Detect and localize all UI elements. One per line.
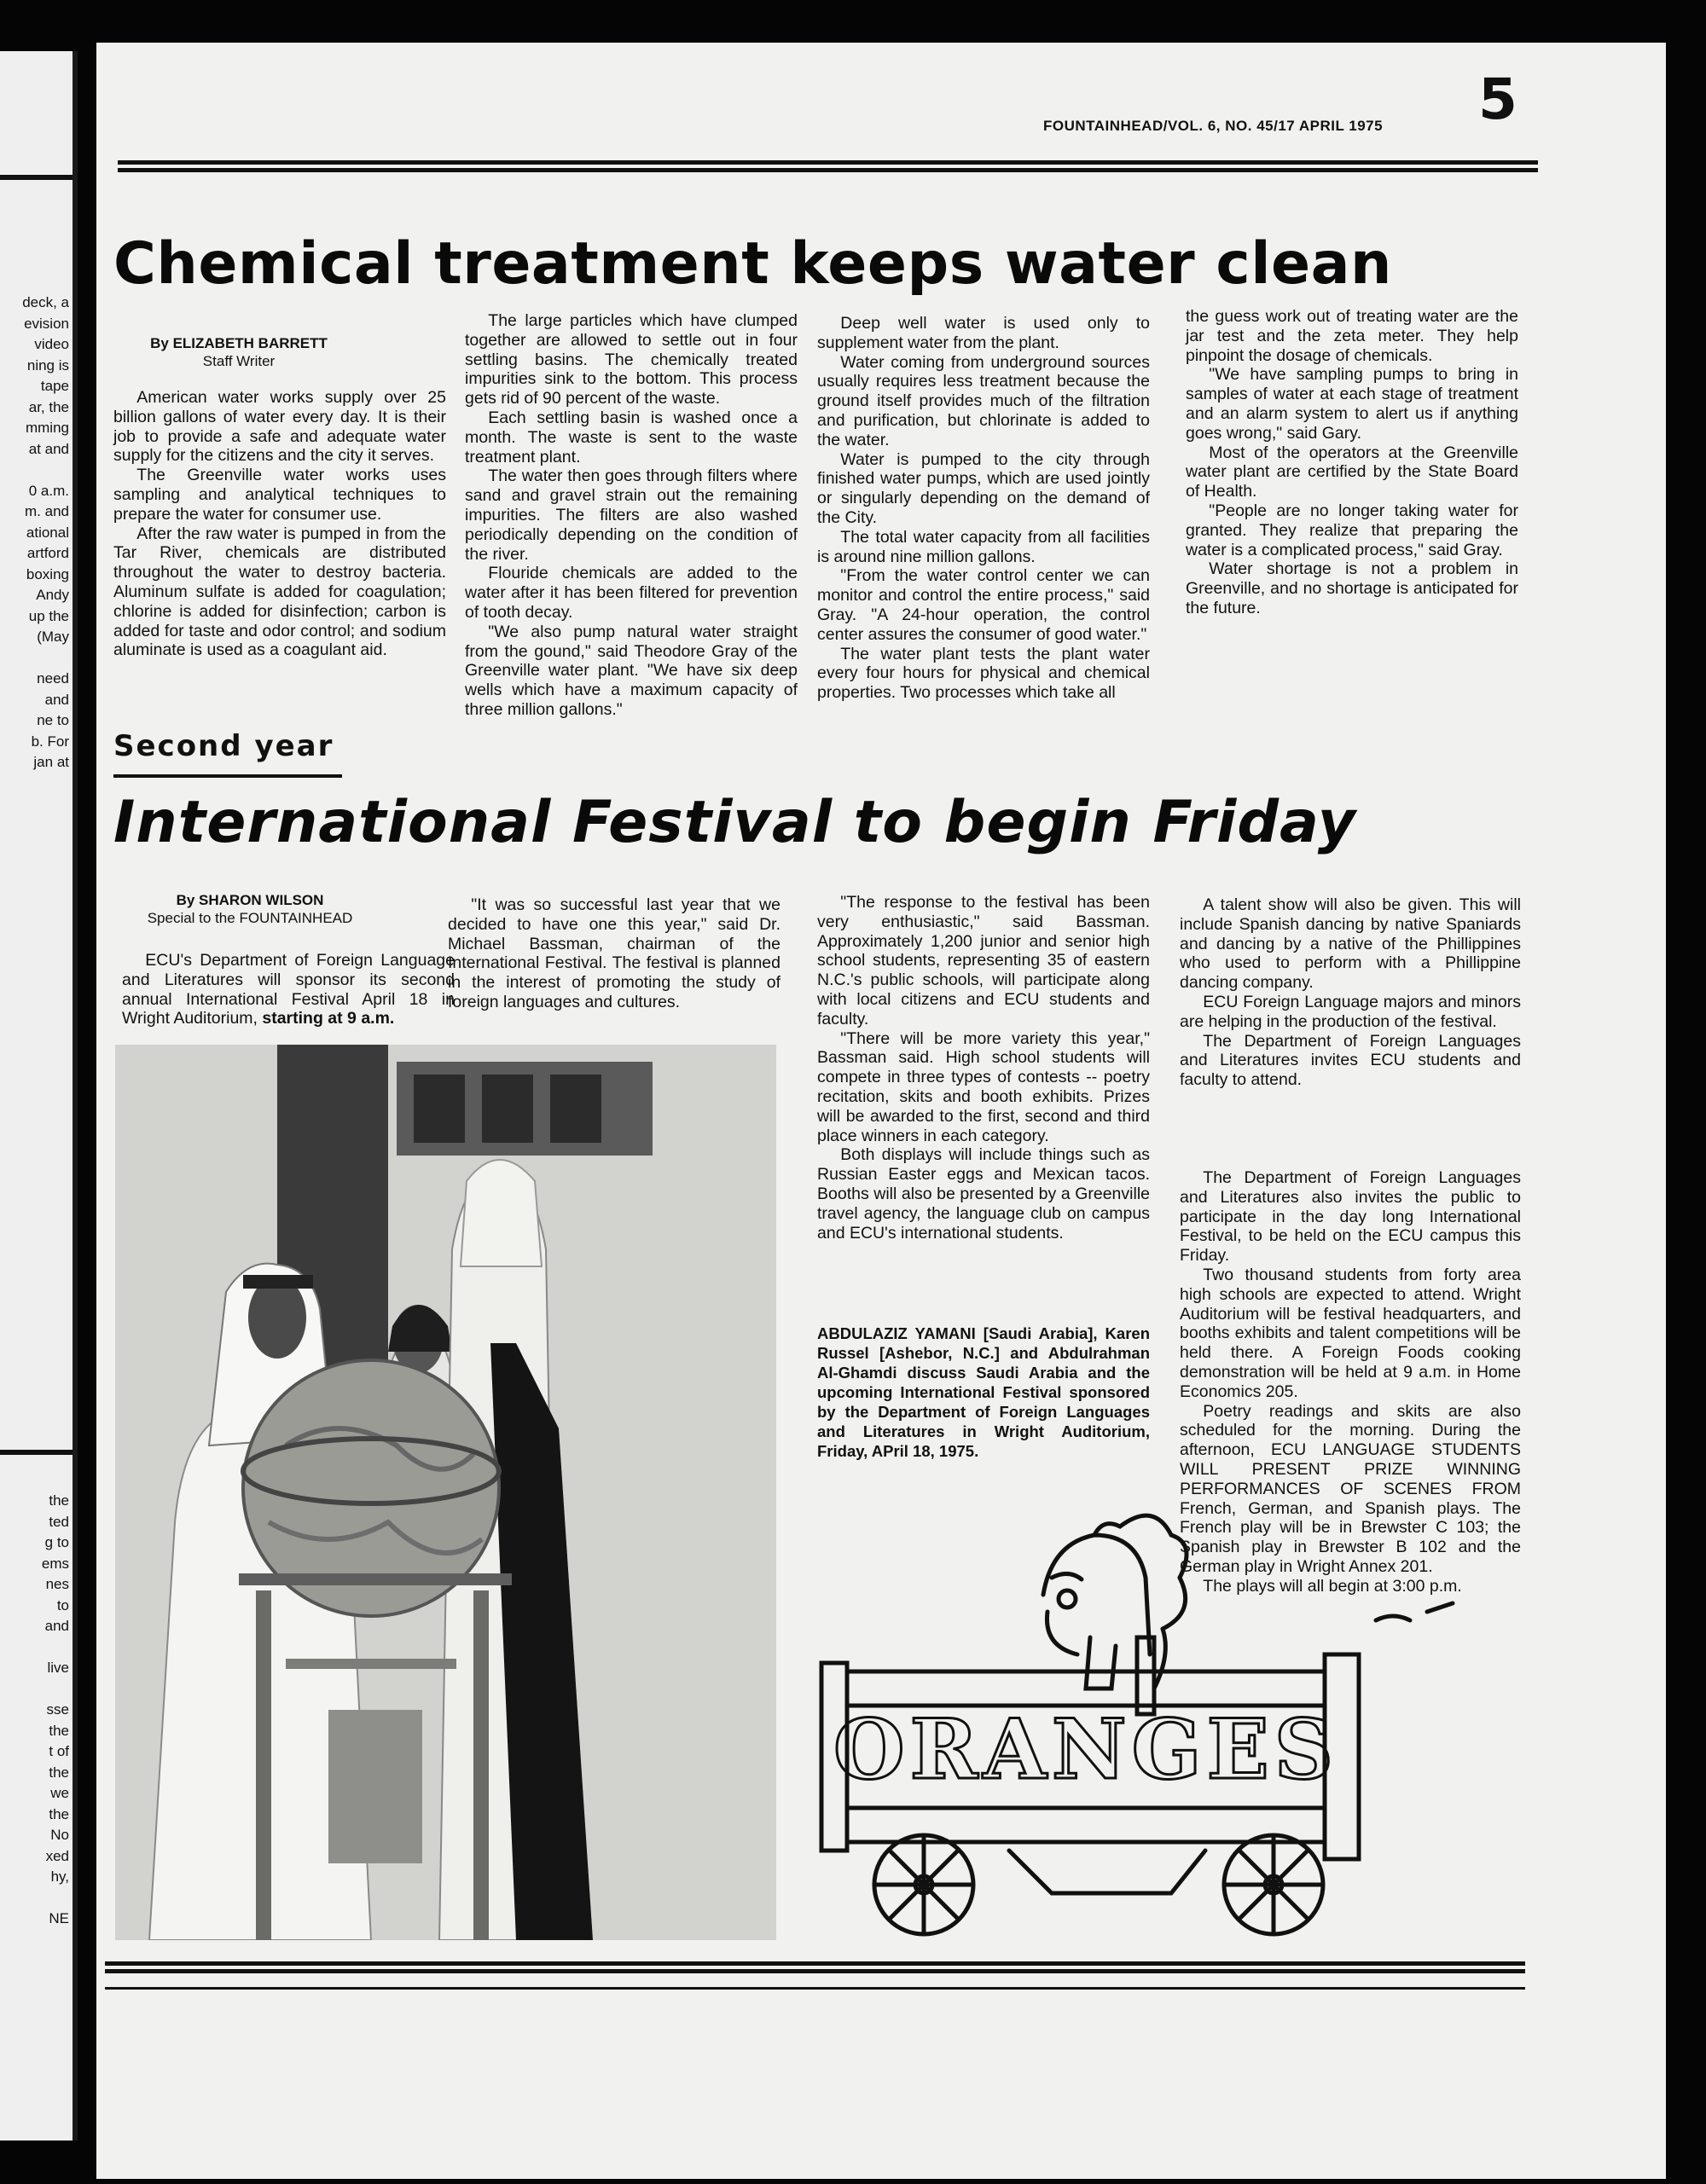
left-page-text-fragment: Andy [36,587,69,603]
paragraph: Water shortage is not a problem in Greenville, and no shortage is anticipated for the future. [1186,559,1518,617]
article2-column-2 [448,895,780,1012]
left-page-text-fragment: ning is [26,356,69,374]
paragraph: The water plant tests the plant water every four hours for physical and chemical properties. Two processes which take all [817,644,1150,703]
article2-byline [143,891,357,927]
cartoon-drawing [796,1484,1538,1961]
festival-photo [115,1045,776,1940]
left-page-text-fragment: tape [40,378,69,394]
left-page-text-fragment: ational [26,524,69,541]
paragraph: The large particles which have clumped together are allowed to settle out in four settling basins. The chemically treated impurities sink to the bottom. This process gets rid of 90 percent of the waste. [465,311,798,408]
left-page-text-fragment: evision [24,315,69,332]
paragraph: American water works supply over 25 billion gallons of water every day. It is their job to provide a safe and adequate water supply for the citizens and the city it serves. [113,388,446,466]
paragraph: Water is pumped to the city through finished water pumps, which are used jointly or singularly depending on the demand of the City. [817,449,1150,527]
left-page-strip [0,51,78,2141]
paragraph: the guess work out of treating water are the jar test and the zeta meter. They help pinpoint the dosage of chemicals. [1186,307,1518,365]
newspaper-page [96,43,1666,2179]
byline-role: Staff Writer [202,353,276,369]
left-page-text-fragment: and [44,1618,69,1634]
left-page-text-fragment: up the [28,607,69,624]
left-page-text-fragment: xed [45,1847,69,1864]
paragraph: "We have sampling pumps to bring in samples of water at each stage of treatment and an alarm system to alert us if anything goes wrong," said Gary. [1186,365,1518,443]
top-rule [118,160,1538,172]
paragraph: Flouride chemicals are added to the water after it has been filtered for prevention of tooth decay. [465,564,798,622]
paragraph: The water then goes through filters where sand and gravel strain out the remaining impurities. The filters are also washed periodically depending on the condition of the river. [465,466,798,564]
article2-column-1 [122,951,455,1028]
left-page-text-fragment: No [50,1827,69,1843]
left-page-text-fragment: and [44,691,69,708]
paragraph: The plays will all begin at 3:00 p.m. [1203,1576,1462,1596]
article2-kicker: Second year [113,729,334,763]
left-page-text-fragment: we [50,1785,69,1801]
paragraph: Both displays will include things such as Russian Easter eggs and Mexican tacos. Booths will also be presented by a Greenville travel agency, the language club on campus and ECU's international students. [817,1145,1150,1243]
left-page-text-fragment: deck, a [22,294,69,310]
left-page-text-fragment: jan at [33,754,69,770]
left-page-text-fragment: at and [28,440,69,457]
photo-illustration [115,1045,776,1940]
paragraph: The total water capacity from all facilities is around nine million gallons. [817,527,1150,566]
intro-bold-text: starting at 9 a.m. [257,1009,395,1028]
article1-column-2 [465,311,798,720]
paragraph: The Department of Foreign Languages and Literatures invites ECU students and faculty to attend. [1180,1031,1521,1090]
intro-text: ECU's Department of Foreign Language and Literatures will sponsor its second annual International Festival April 18 in Wright Auditorium, [122,951,455,1028]
article2-column-4-top [1180,895,1521,1090]
paragraph: The Greenville water works uses sampling and analytical techniques to prepare the water for consumer use. [113,466,446,524]
left-page-text-fragment: NE [49,1910,69,1926]
left-page-divider [0,175,73,180]
paragraph: Most of the operators at the Greenville water plant are certified by the State Board of Health. [1186,443,1518,501]
left-page-text-fragment: ems [41,1555,69,1572]
left-page-text-fragment: artford [26,545,69,561]
bottom-thin-rule [105,1987,1525,1990]
left-page-text-fragment: t of [49,1743,69,1759]
paragraph: A talent show will also be given. This will include Spanish dancing by native Spaniards and dancing by a native of the Phillippines who used to perform with a Phillippine dancing company. [1180,895,1521,993]
paragraph: The Department of Foreign Languages and Literatures also invites the public to participate in the day long International Festival, to be held on the ECU campus this Friday. [1180,1168,1521,1266]
article2-column-3 [817,893,1150,1243]
left-page-text-fragment: video [34,336,69,352]
left-page-text-fragment: hy, [50,1868,69,1885]
paragraph: Each settling basin is washed once a month. The waste is sent to the waste treatment plant. [465,408,798,466]
paragraph: "People are no longer taking water for granted. They realize that preparing the water is a complicated process," said Gray. [1186,501,1518,559]
left-page-text-fragment: nes [45,1576,69,1592]
left-page-text-fragment: g to [44,1534,69,1550]
byline-role: Special to the FOUNTAINHEAD [147,910,353,926]
paragraph: Water coming from underground sources usually requires less treatment because the ground itself provides much of the filtration and purification, but chlorinate is added to the water. [817,352,1150,449]
paragraph: Poetry readings and skits are also scheduled for the morning. During the afternoon, ECU LANGUAGE STUDENTS WILL PRESENT PRIZE WINNING PERFORMANCES OF SCENES FROM French, German, and Spanish plays. The French play will be in Brewster C 103; the Spanish play in Brewster B 102 and the German play in Wright Annex 201. [1180,1401,1521,1576]
page-number: 5 [1478,67,1517,132]
paragraph: ECU Foreign Language majors and minors are helping in the production of the festival. [1180,992,1521,1031]
article1-column-1 [113,388,446,660]
left-page-text-fragment: (May [37,629,69,645]
paragraph [122,951,455,1028]
left-page-text-fragment: boxing [26,565,69,582]
left-page-text-fragment: m. and [25,503,69,519]
left-page-text-fragment: need [37,670,69,686]
left-page-text-fragment: live [47,1660,69,1676]
article2-headline: International Festival to begin Friday [113,789,1357,856]
article1-column-4 [1186,307,1518,618]
left-page-text-fragment: to [56,1596,69,1613]
left-page-text-fragment: ted [49,1513,69,1530]
article1-headline: Chemical treatment keeps water clean [113,230,1392,298]
left-page-text-fragment: the [49,1492,69,1509]
left-page-text-fragment: ne to [37,712,69,728]
article1-byline [132,334,345,370]
paragraph: Two thousand students from forty area high schools are expected to attend. Wright Auditorium will be festival headquarters, and booths exhibits and talent competitions will be held there. A Foreign Foods cooking demonstration will be held at 9 a.m. in Home Economics 205. [1180,1265,1521,1401]
paragraph: "From the water control center we can monitor and control the entire process," said Gray. "A 24-hour operation, the control center assures the consumer of good water." [817,566,1150,644]
paragraph: After the raw water is pumped in from the Tar River, chemicals are distributed throughout the water to destroy bacteria. Aluminum sulfate is added for coagulation; chlorine is added for disinfection; carbon is added for taste and odor control; and sodium aluminate is used as a coagulant aid. [113,524,446,660]
left-page-text-fragment: b. For [31,733,69,750]
left-page-text-fragment: 0 a.m. [28,482,69,499]
paragraph: "There will be more variety this year," Bassman said. High school students will compete in three types of contests -- poetry recitation, skits and booth exhibits. Prizes will be awarded to the first, second and third place winners in each category. [817,1028,1150,1145]
photo-caption: ABDULAZIZ YAMANI [Saudi Arabia], Karen Russel [Ashebor, N.C.] and Abdulrahman Al-Ghamdi discuss Saudi Arabia and the upcoming International Festival sponsored by the Department of Foreign Languages and Literatures in Wright Auditorium, Friday, APril 18, 1975. [817,1324,1150,1460]
paragraph: Deep well water is used only to supplement water from the plant. [817,314,1150,352]
left-page-text-fragment: sse [46,1701,69,1718]
left-page-text-fragment: the [49,1764,69,1781]
kicker-underline [113,774,342,778]
cart-lettering: ORANGES [833,1701,1339,1798]
byline-name: By SHARON WILSON [176,892,324,908]
left-page-text-fragment: ar, the [28,398,69,415]
bottom-rule [105,1961,1525,1973]
left-page-text-fragment: the [49,1722,69,1739]
issue-line: FOUNTAINHEAD/VOL. 6, NO. 45/17 APRIL 1975 [1043,118,1384,134]
left-page-divider [0,1450,73,1455]
paragraph: "We also pump natural water straight from the gound," said Theodore Gray of the Greenville water plant. "We have six deep wells which have a maximum capacity of three million gallons." [465,622,798,719]
paragraph: "It was so successful last year that we decided to have one this year," said Dr. Michael Bassman, chairman of the International Festival. The festival is planned in the interest of promoting the study of foreign languages and cultures. [448,895,780,1011]
article1-column-3 [817,314,1150,703]
byline-name: By ELIZABETH BARRETT [150,335,328,351]
left-page-text-fragment: mming [25,420,69,436]
orange-cart-cartoon [796,1484,1538,1961]
left-page-text-fragment: the [49,1805,69,1822]
paragraph: "The response to the festival has been very enthusiastic," said Bassman. Approximately 1,200 junior and senior high school students, representing 35 of eastern N.C.'s public schools, will participate along with local citizens and ECU students and faculty. [817,893,1150,1028]
